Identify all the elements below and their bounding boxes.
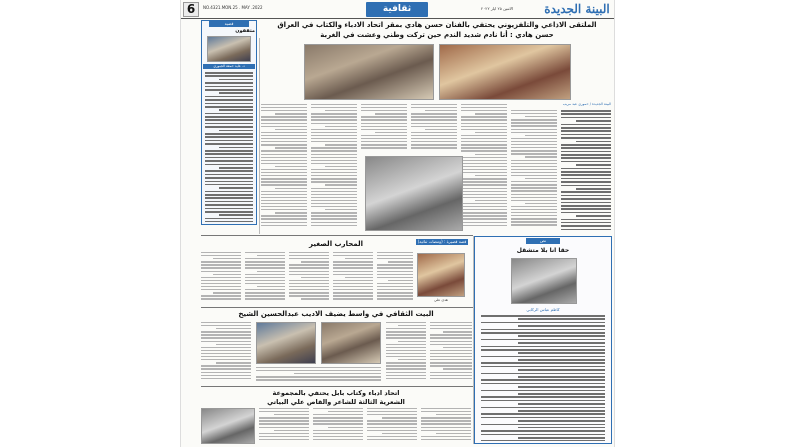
story3-photo-left — [256, 322, 316, 364]
story4-text-col-4 — [421, 408, 471, 444]
story2-text-col-4 — [333, 252, 373, 304]
story3-text-col-1 — [201, 322, 251, 384]
lead-text-col-3 — [361, 104, 407, 152]
story3-headline: البيت الثقافي في واسط يضيف الاديب عبدالحسين الشيخ — [238, 310, 434, 318]
masthead-logo: البينة الجديدة — [544, 2, 610, 16]
lead-photo-left — [304, 44, 434, 100]
story3-text-col-2 — [386, 322, 426, 384]
opinion-text — [481, 315, 605, 441]
column-rule-1 — [259, 38, 260, 234]
story4-text-col-3 — [367, 408, 417, 444]
lead-byline: البينة الجديدة / حموري عبد مريب — [562, 102, 611, 106]
lead-text-col-4 — [411, 104, 457, 152]
masthead-rule — [181, 18, 615, 19]
sidebar-text — [205, 72, 253, 222]
story2-tag: (ومضات ثنائية) : قصة قصيرة — [417, 239, 467, 244]
story4-subheadline: الشعرية الثالثة للشاعر والقاص علي البياتي — [267, 398, 405, 406]
newspaper-page — [180, 0, 615, 447]
lead-text-col-1 — [261, 104, 307, 232]
sidebar-author: د. عايد حمعة الجبوري — [203, 64, 255, 69]
lead-text-col-7 — [561, 110, 611, 232]
section-tab: ثقافية — [366, 2, 428, 17]
opinion-tag: نص — [526, 238, 560, 244]
lead-bottom-rule — [201, 235, 473, 236]
story3-photo-right — [321, 322, 381, 364]
story2-author-photo — [417, 253, 465, 297]
story2-text-col-2 — [245, 252, 285, 304]
story2-text-col-5 — [377, 252, 413, 304]
issue-line: NO.4321.MON.25 . MAY .2022 — [203, 5, 263, 10]
lead-photo-center — [365, 156, 463, 231]
story2-bottom-rule — [201, 307, 473, 308]
lead-text-col-6 — [511, 110, 557, 232]
sidebar-author-photo — [207, 36, 251, 62]
lead-text-col-2 — [311, 104, 357, 232]
story2-photo-caption: هدى علي — [434, 298, 448, 302]
lead-text-col-5 — [461, 104, 507, 232]
story2-text-col-1 — [201, 252, 241, 304]
story4-photo — [201, 408, 255, 444]
opinion-author: كاظم عباس الركابي — [526, 307, 560, 312]
story3-text-under-photos — [256, 367, 381, 384]
page-number: 6 — [183, 2, 199, 17]
story4-headline: اتحاد ادباء وكتاب بابل يحتفي بالمجموعة — [272, 389, 400, 397]
story3-text-col-3 — [430, 322, 472, 384]
story3-bottom-rule — [201, 386, 473, 387]
story2-headline: المحارب الصغير — [309, 240, 363, 248]
story4-text-col-1 — [259, 408, 309, 444]
opinion-author-photo — [511, 258, 577, 304]
opinion-title: حقا انا بلا متشقل — [516, 247, 570, 254]
lead-subheadline: حسن هادي : أنا نادم شديد الندم حين تركت وطني وعشت في الغربة — [320, 31, 554, 39]
sidebar-tag: قضية — [209, 21, 249, 27]
date-line: الاثنين ٢٥ ايار ٢٠٢٢ — [481, 6, 514, 11]
story2-text-col-3 — [289, 252, 329, 304]
lead-photo-right — [439, 44, 571, 100]
column-rule-2 — [473, 236, 474, 444]
lead-headline: الملتقى الاذاعي والتلفزيوني يحتفي بالفنان حسن هادي بمقر اتحاد الادباء والكتاب في العراق — [277, 21, 597, 29]
sidebar-title: مثقفون — [235, 28, 255, 34]
story4-text-col-2 — [313, 408, 363, 444]
